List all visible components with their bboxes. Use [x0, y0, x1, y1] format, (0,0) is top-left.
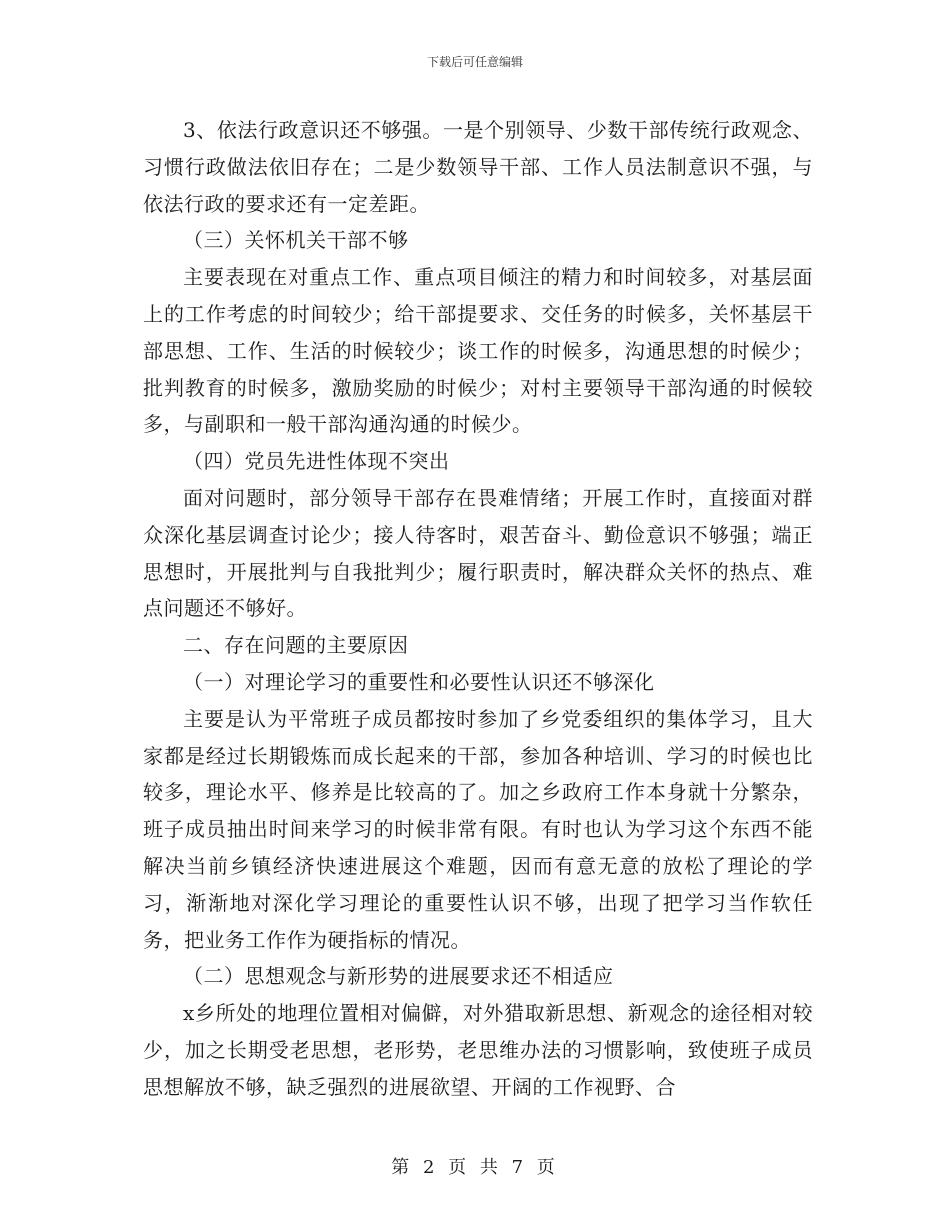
document-body — [143, 112, 813, 1106]
subheading-thinking-concepts: （二）思想观念与新形势的进展要求还不相适应 — [183, 964, 614, 989]
subheading-party-member-advancement: （四）党员先进性体现不突出 — [183, 449, 450, 474]
section-heading-causes: 二、存在问题的主要原因 — [183, 633, 409, 658]
subheading-care-for-cadres: （三）关怀机关干部不够 — [183, 228, 409, 253]
subheading-theory-study: （一）对理论学习的重要性和必要性认识还不够深化 — [183, 669, 655, 694]
paragraph-care-for-cadres: 主要表现在对重点工作、重点项目倾注的精力和时间较多，对基层面上的工作考虑的时间较少；给干部提要求、交任务的时候多，关怀基层干部思想、工作、生活的时候较少；谈工作的时候多，沟通思想的时候少；批判教育的时候多，激励奖励的时候少；对村主要领导干部沟通的时候较多，与副职和一般干部沟通沟通的时候少。 — [143, 265, 813, 437]
paragraph-thinking-concepts: x乡所处的地理位置相对偏僻，对外猎取新思想、新观念的途径相对较少，加之长期受老思想，老形势，老思维办法的习惯影响，致使班子成员思想解放不够，缺乏强烈的进展欲望、开阔的工作视野、合 — [143, 1001, 813, 1099]
header-note: 下载后可任意编辑 — [426, 55, 523, 69]
paragraph-legal-awareness: 3、依法行政意识还不够强。一是个别领导、少数干部传统行政观念、习惯行政做法依旧存在；二是少数领导干部、工作人员法制意识不强，与依法行政的要求还有一定差距。 — [143, 118, 813, 216]
page-number: 第 2 页 共 7 页 — [391, 1157, 559, 1178]
paragraph-theory-study: 主要是认为平常班子成员都按时参加了乡党委组织的集体学习，且大家都是经过长期锻炼而成长起来的干部，参加各种培训、学习的时候也比较多，理论水平、修养是比较高的了。加之乡政府工作本身就十分繁杂，班子成员抽出时间来学习的时候非常有限。有时也认为学习这个东西不能解决当前乡镇经济快速进展这个难题，因而有意无意的放松了理论的学习，渐渐地对深化学习理论的重要性认识不够，出现了把学习当作软任务，把业务工作作为硬指标的情况。 — [143, 706, 813, 952]
paragraph-party-member-advancement: 面对问题时，部分领导干部存在畏难情绪；开展工作时，直接面对群众深化基层调查讨论少；接人待客时，艰苦奋斗、勤俭意识不够强；端正思想时，开展批判与自我批判少；履行职责时，解决群众关怀的热点、难点问题还不够好。 — [143, 485, 813, 621]
